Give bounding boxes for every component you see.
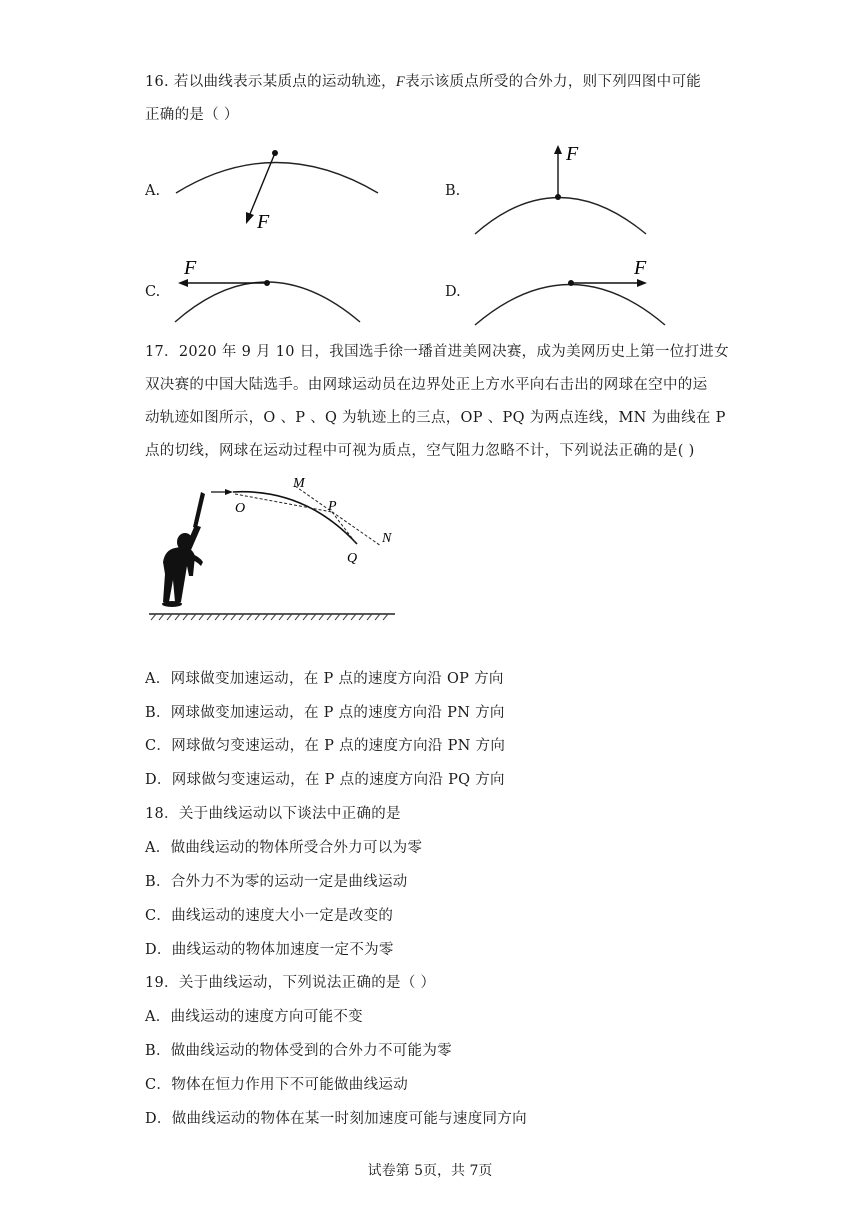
q19-option-d: D．做曲线运动的物体在某一时刻加速度可能与速度同方向 bbox=[145, 1111, 527, 1127]
q17-option-b: B．网球做变加速运动，在 P 点的速度方向沿 PN 方向 bbox=[145, 705, 505, 721]
q18-option-b: B．合外力不为零的运动一定是曲线运动 bbox=[145, 874, 408, 890]
page-footer: 试卷第 5页，共 7页 bbox=[367, 1163, 493, 1179]
trajectory-curve-b bbox=[475, 198, 646, 235]
q19-option-b: B．做曲线运动的物体受到的合外力不可能为零 bbox=[145, 1043, 452, 1059]
force-label-a: F bbox=[257, 211, 270, 233]
velocity-arrowhead bbox=[225, 489, 233, 495]
label-o: O bbox=[235, 501, 246, 516]
q17-option-d: D．网球做匀变速运动，在 P 点的速度方向沿 PQ 方向 bbox=[145, 772, 505, 788]
label-p: P bbox=[328, 499, 337, 514]
force-arrowhead-b bbox=[554, 145, 562, 154]
q17-stem-line2: 双决赛的中国大陆选手。由网球运动员在边界处正上方水平向右击出的网球在空中的运 bbox=[145, 377, 708, 393]
ball-trajectory bbox=[233, 492, 357, 544]
q19-stem: 19．关于曲线运动，下列说法正确的是（ ） bbox=[145, 975, 436, 991]
trajectory-curve-a bbox=[176, 163, 378, 194]
label-n: N bbox=[382, 531, 392, 546]
force-arrowhead-c bbox=[178, 279, 188, 287]
tangent-mn bbox=[295, 486, 381, 546]
label-m: M bbox=[293, 476, 305, 491]
q16-stem-line1: 16. 若以曲线表示某质点的运动轨迹，F表示该质点所受的合外力，则下列四图中可能 bbox=[145, 74, 702, 90]
q16-option-b: B. bbox=[445, 183, 461, 199]
q19-option-c: C．物体在恒力作用下不可能做曲线运动 bbox=[145, 1077, 408, 1093]
force-label-b: F bbox=[566, 143, 579, 165]
tennis-player-silhouette bbox=[162, 492, 205, 607]
force-arrow-a bbox=[250, 153, 275, 214]
force-arrowhead-a bbox=[246, 212, 254, 224]
q17-option-c: C．网球做匀变速运动，在 P 点的速度方向沿 PN 方向 bbox=[145, 738, 506, 754]
q19-option-a: A．曲线运动的速度方向可能不变 bbox=[145, 1009, 363, 1025]
q16-figure-d bbox=[470, 250, 670, 330]
q16-var-f: F bbox=[395, 74, 406, 90]
force-label-d: F bbox=[634, 257, 647, 279]
q18-option-c: C．曲线运动的速度大小一定是改变的 bbox=[145, 908, 394, 924]
label-q: Q bbox=[347, 551, 358, 566]
q16-stem-line2: 正确的是（ ） bbox=[145, 107, 239, 123]
ground-hatch bbox=[151, 614, 388, 620]
chord-pq bbox=[332, 512, 355, 542]
q17-option-a: A．网球做变加速运动，在 P 点的速度方向沿 OP 方向 bbox=[145, 671, 504, 687]
q17-tennis-figure bbox=[145, 470, 405, 630]
q18-stem: 18．关于曲线运动以下谈法中正确的是 bbox=[145, 806, 401, 822]
q18-option-a: A．做曲线运动的物体所受合外力可以为零 bbox=[145, 840, 423, 856]
force-arrowhead-d bbox=[637, 279, 647, 287]
force-label-c: F bbox=[184, 257, 197, 279]
q16-option-a: A. bbox=[145, 183, 161, 199]
q16-figure-a bbox=[170, 140, 385, 235]
q17-stem-line1: 17．2020 年 9 月 10 日，我国选手徐一璠首进美网决赛，成为美网历史上第一位打进女 bbox=[145, 344, 729, 360]
q16-option-c: C. bbox=[145, 284, 161, 300]
q16-figure-b bbox=[470, 140, 655, 240]
trajectory-curve-d bbox=[475, 285, 665, 326]
q18-option-d: D．曲线运动的物体加速度一定不为零 bbox=[145, 942, 394, 958]
q16-figure-c bbox=[170, 250, 370, 330]
trajectory-curve-c bbox=[175, 282, 360, 322]
q17-stem-line3: 动轨迹如图所示，O 、P 、Q 为轨迹上的三点，OP 、PQ 为两点连线，MN 为曲线在 P bbox=[145, 410, 726, 426]
q17-stem-line4: 点的切线，网球在运动过程中可视为质点，空气阻力忽略不计，下列说法正确的是( ) bbox=[145, 443, 695, 459]
q16-option-d: D. bbox=[445, 284, 461, 300]
